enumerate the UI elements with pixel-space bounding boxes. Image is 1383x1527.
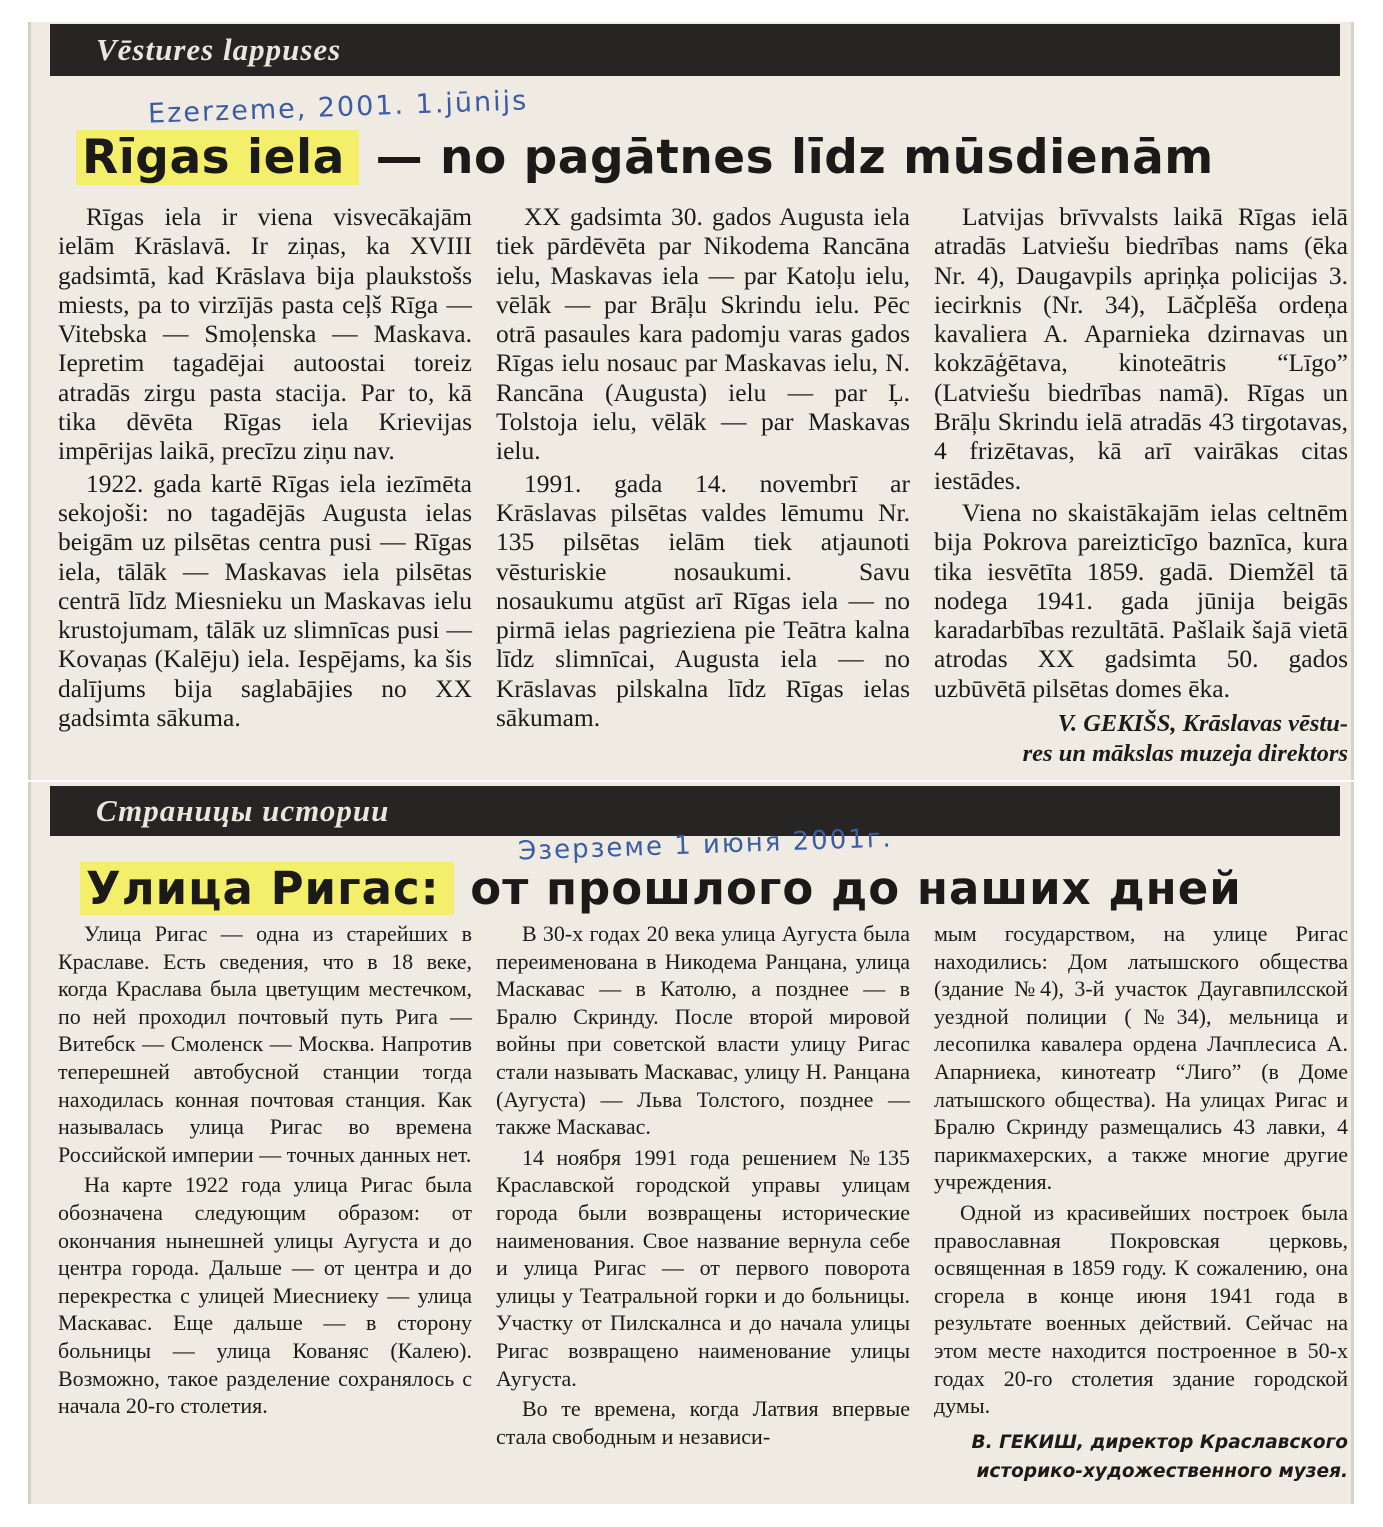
russian-clipping [28, 782, 1354, 1504]
paragraph: В 30-х годах 20 века улица Аугуста была переименована в Никодема Ранцана, улица Маскавас — в Католю, а позднее — в Бралю Скринду. После второй мировой войны при советской власти улицу Ригас стали называть Маскавас, улицу Н. Ранцана (Аугуста) — Льва Толстого, позднее — также Маскавас. [496, 921, 910, 1140]
paragraph: 1922. gada kartē Rīgas iela iezīmēta sekojoši: no tagadējās Augusta ielas beigām uz pilsētas centra pusi — Rīgas iela, tālāk — Maskavas iela pilsētas centrā līdz Miesnieku un Maskavas ielu krustojumam, tālāk uz slimnīcas pusi — Kovaņas (Kalēju) iela. Iespējams, ka šis dalījums bija saglabājies no XX gadsimta sākuma. [58, 468, 472, 733]
clipping-edge [28, 782, 31, 1504]
paragraph: Viena no skaistākajām ielas celtnēm bija Pokrova pareizticīgo baznīca, kura tika iesvētīta 1859. gadā. Diemžēl tā nodega 1941. gada jūnija beigās karadarbības rezultātā. Pašlaik šajā vietā atrodas XX gadsimta 50. gados uzbūvētā pilsētas domes ēka. [934, 497, 1348, 703]
paragraph: На карте 1922 года улица Ригас была обозначена следующим образом: от окончания нынешней улицы Аугуста и до центра города. Дальше — от центра и до перекрестка с улицей Миесниеку — улица Маскавас. Еще дальше — в сторону больницы — улица Кованяс (Калею). Возможно, такое разделение сохранялось с начала 20-го столетия. [58, 1172, 472, 1419]
handwritten-note: Эзерземе 1 июня 2001г. [517, 823, 894, 867]
paragraph: Одной из красивейших построек была православная Покровская церковь, освященная в 1859 году. К сожалению, она сгорела в конце июня 1941 года в результате военных действий. Сейчас на этом месте находится построенное в 50-х годах 20-го столетия здание городской думы. [934, 1199, 1348, 1419]
section-title: Vēstures lappuses [96, 32, 342, 67]
signature-line: res un mākslas muzeja direktors [1022, 740, 1348, 768]
paragraph: Latvijas brīvvalsts laikā Rīgas ielā atradās Latviešu biedrības nams (ēka Nr. 4), Daugavpils apriņķa policijas 3. iecirknis (Nr. 34), Lāčplēša ordeņa kavaliera A. Aparnieka dzirnavas un kokzāģētava, kinoteātris “Līgo” (Latviešu biedrības namā). Rīgas un Brāļu Skrindu ielā atradās 43 tirgotavas, 4 frizētavas, kā arī vairākas citas iestādes. [934, 202, 1348, 495]
paragraph: мым государством, на улице Ригас находились: Дом латышского общества (здание №4), 3-й участок Даугавпилсской уездной полиции (№34), мельница и лесопилка кавалера ордена Лачплесиса А. Апарниека, кинотеатр “Лиго” (в Доме латышского общества). На улицах Ригас и Бралю Скринду размещались 43 лавки, 4 парикмахерских, а также многие другие учреждения. [934, 921, 1348, 1195]
section-banner [50, 786, 1340, 836]
paragraph: Улица Ригас — одна из старейших в Краславе. Есть сведения, что в 18 веке, когда Краслава была цветущим местечком, по ней проходил почтовый путь Рига — Витебск — Смоленск — Москва. Напротив теперешней автобусной станции тогда находилась конная почтовая станция. Как называлась улица Ригас во времена Российской империи — точных данных нет. [58, 921, 472, 1167]
clipping-edge [28, 22, 31, 780]
column-3 [934, 202, 1348, 769]
column-2 [496, 920, 910, 1486]
paragraph: XX gadsimta 30. gados Augusta iela tiek pārdēvēta par Nikodema Rancāna ielu, Maskavas iela — par Katoļu ielu, vēlāk — par Brāļu Skrindu ielu. Pēc otrā pasaules kara padomju varas gados Rīgas ielu nosauc par Maskavas ielu, N. Rancāna (Augusta) ielu — par Ļ. Tolstoja ielu, vēlāk — par Maskavas ielu. [496, 202, 910, 466]
author-signature [934, 709, 1348, 769]
signature-line: В. ГЕКИШ, директор Краславского [971, 1431, 1348, 1453]
article-columns [58, 920, 1348, 1486]
highlight-mark: Улица Ригас: [80, 862, 454, 915]
column-2 [496, 202, 910, 769]
article-columns [58, 202, 1348, 769]
clipping-edge [1351, 22, 1354, 780]
clipping-edge [1351, 782, 1354, 1504]
paragraph: 14 ноября 1991 года решением №135 Краславской городской управы улицам города были возвращены исторические наименования. Свое название вернула себе и улица Ригас — от первого поворота улицы у Театральной горки и до больницы. Участку от Пилскалнса и до начала улицы Ригас возвращено наименование улицы Аугуста. [496, 1144, 910, 1391]
author-signature [934, 1428, 1348, 1486]
column-3 [934, 920, 1348, 1486]
paragraph: Rīgas iela ir viena visvecākajām ielām Krāslavā. Ir ziņas, ka XVIII gadsimtā, kad Krāslava bija plaukstošs miests, pa to virzījās pasta ceļš Rīga — Vitebska — Smoļenska — Maskava. Iepretim tagadējai autoostai toreiz atradās zirgu pasta stacija. Par to, kā tika dēvēta Rīgas iela Krievijas impērijas laikā, precīzu ziņu nav. [58, 202, 472, 466]
signature-line: историко-художественного музея. [976, 1460, 1348, 1482]
column-1 [58, 202, 472, 769]
paragraph: 1991. gada 14. novembrī ar Krāslavas pilsētas valdes lēmumu Nr. 135 pilsētas ielām tiek atjaunoti vēsturiskie nosaukumi. Savu nosaukumu atgūst arī Rīgas iela — no pirmā ielas pagrieziena pie Teātra kalna līdz slimnīcai, Augusta iela — no Krāslavas pilskalna līdz Rīgas ielas sākumam. [496, 468, 910, 733]
latvian-clipping [28, 22, 1354, 780]
article-title: Улица Ригас: от прошлого до наших дней [80, 862, 1242, 915]
handwritten-note: Ezerzeme, 2001. 1.jūnijs [147, 85, 529, 130]
signature-line: V. GEKIŠS, Krāslavas vēstu- [1057, 710, 1348, 738]
column-1 [58, 920, 472, 1486]
section-title: Страницы истории [96, 793, 390, 828]
section-banner [50, 24, 1340, 76]
highlight-mark: Rīgas iela [76, 130, 359, 185]
paragraph: Во те времена, когда Латвия впервые стала свободным и независи- [496, 1396, 910, 1449]
article-title: Rīgas iela — no pagātnes līdz mūsdienām [76, 130, 1214, 185]
